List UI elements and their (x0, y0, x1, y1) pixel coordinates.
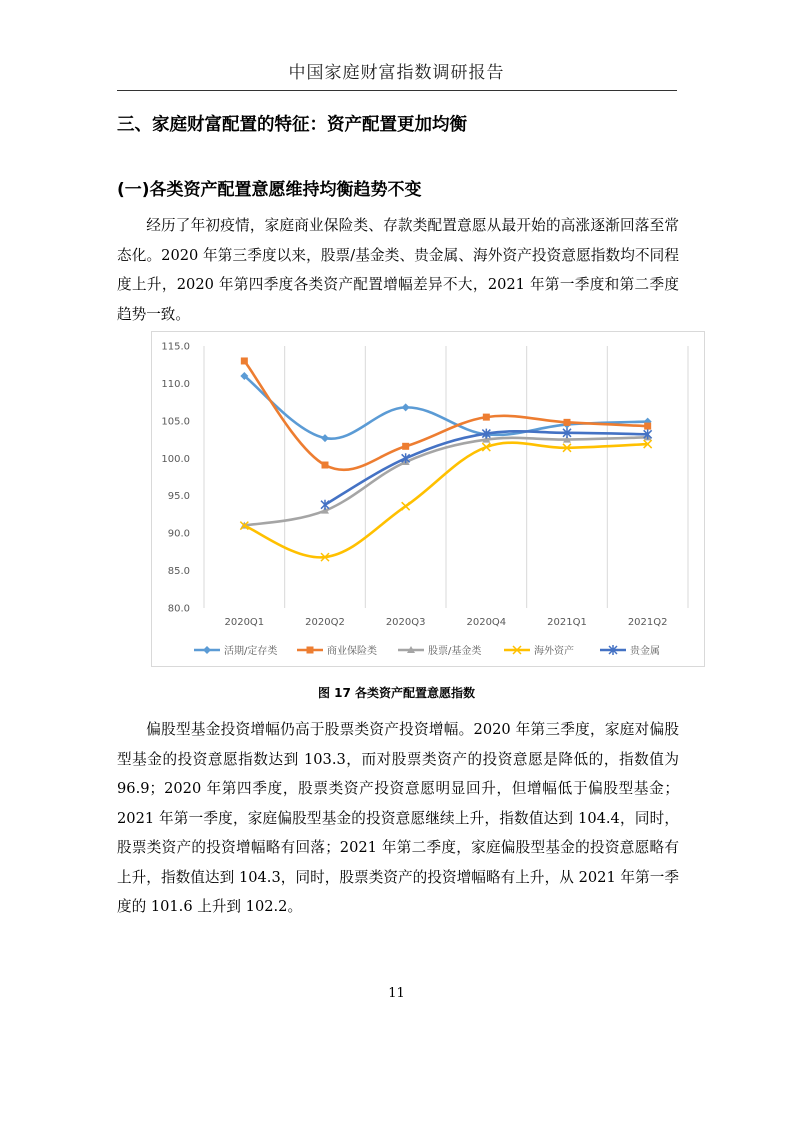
legend-label: 股票/基金类 (428, 646, 482, 657)
data-point (483, 414, 490, 421)
header-divider (117, 90, 677, 91)
running-header: 中国家庭财富指数调研报告 (288, 63, 505, 83)
chart-container (151, 331, 705, 667)
x-tick-label: 2021Q2 (627, 617, 668, 628)
body-paragraph-2: 偏股型基金投资增幅仍高于股票类资产投资增幅。2020 年第三季度，家庭对偏股型基金的投资意愿指数达到 103.3，而对股票类资产的投资意愿是降低的，指数值为 96.9；2020 年第四季度，股票类资产投资意愿明显回升，但增幅低于偏股型基金；2021 年第一季度，家庭偏股型基金的投资意愿继续上升，指数值达到 104.4，同时，股票类资产的投资增幅略有回落；2021 年第二季度，家庭偏股型基金的投资意愿略有上升，指数值达到 104.3，同时，股票类资产的投资增幅略有上升，从 2021 年第一季度的 101.6 上升到 102.2。 (117, 721, 679, 915)
data-point (564, 419, 571, 426)
y-tick-label: 115.0 (161, 341, 190, 353)
data-point (322, 462, 329, 469)
legend-label: 商业保险类 (327, 646, 377, 657)
data-point (241, 357, 248, 364)
data-point (402, 443, 409, 450)
figure-caption: 图 17 各类资产配置意愿指数 (317, 686, 476, 700)
y-tick-label: 80.0 (167, 603, 190, 615)
legend-marker (307, 647, 314, 654)
subsection-heading: (一)各类资产配置意愿维持均衡趋势不变 (117, 180, 422, 200)
body-paragraph-1: 经历了年初疫情，家庭商业保险类、存款类配置意愿从最开始的高涨逐渐回落至常态化。2020 年第三季度以来，股票/基金类、贵金属、海外资产投资意愿指数均不同程度上升，2020 年第四季度各类资产配置增幅差异不大，2021 年第一季度和第二季度趋势一致。 (117, 217, 679, 323)
legend-label: 海外资产 (534, 646, 574, 657)
data-point (644, 423, 651, 430)
legend-label: 贵金属 (630, 646, 660, 657)
data-point (321, 500, 329, 510)
x-tick-label: 2020Q3 (385, 617, 426, 628)
y-tick-label: 105.0 (161, 416, 190, 428)
y-tick-label: 95.0 (167, 491, 190, 503)
legend-marker (203, 646, 211, 654)
x-tick-label: 2020Q2 (305, 617, 345, 628)
x-tick-label: 2020Q4 (466, 617, 507, 628)
y-tick-label: 90.0 (167, 528, 190, 540)
y-tick-label: 110.0 (161, 378, 190, 390)
data-point (321, 434, 329, 442)
y-tick-label: 100.0 (161, 453, 190, 465)
section-heading: 三、家庭财富配置的特征：资产配置更加均衡 (117, 115, 467, 135)
x-tick-label: 2020Q1 (224, 617, 265, 628)
data-point (402, 403, 410, 411)
legend-label: 活期/定存类 (224, 646, 278, 657)
page-number: 11 (388, 986, 405, 1001)
x-tick-label: 2021Q1 (547, 617, 587, 628)
line-chart (152, 332, 704, 666)
data-point (402, 502, 410, 510)
y-tick-label: 85.0 (167, 566, 190, 578)
